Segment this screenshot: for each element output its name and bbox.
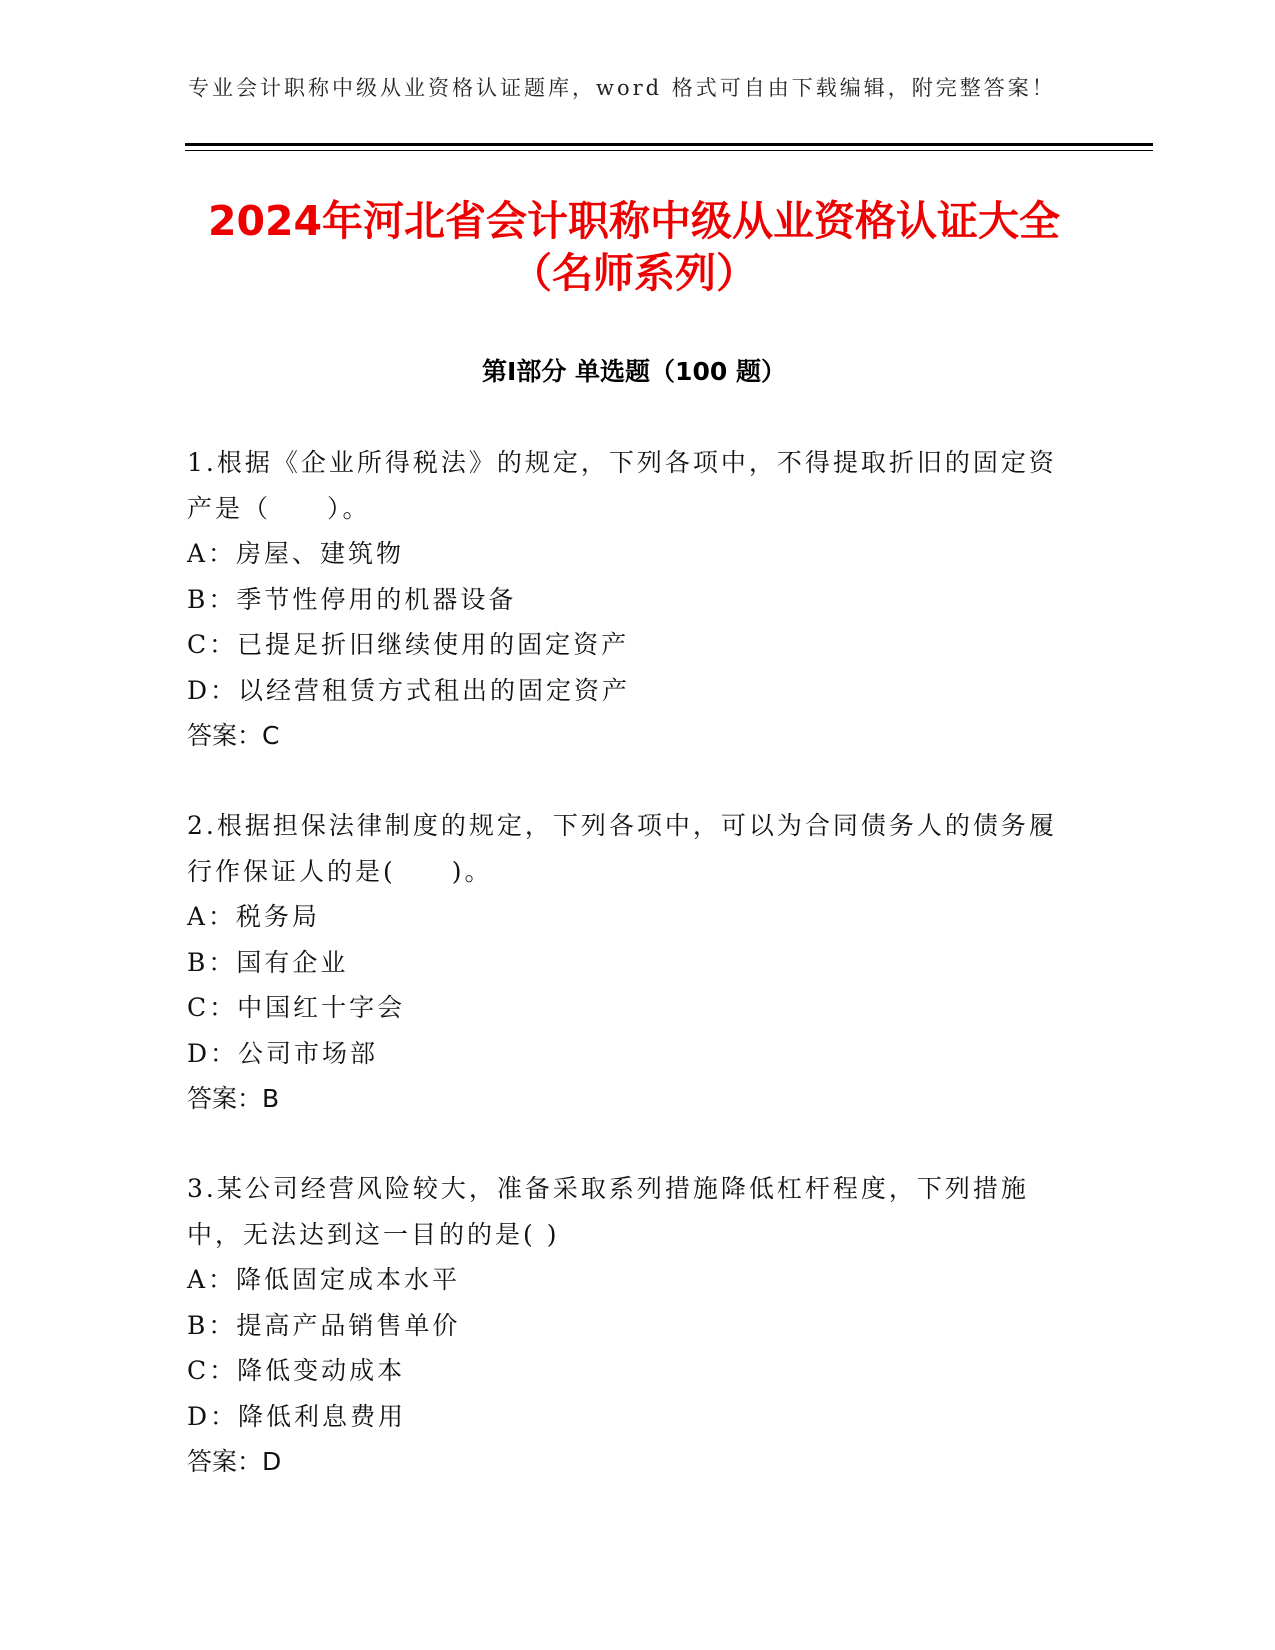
question-3 [187,1166,1067,1485]
header-divider-thin [185,150,1153,151]
question-stem: 2.根据担保法律制度的规定，下列各项中，可以为合同债务人的债务履行作保证人的是( )。 [187,811,1057,886]
header-divider-thick [185,143,1153,146]
section-title: 第Ⅰ部分 单选题（100 题） [482,357,786,386]
question-stem: 3.某公司经营风险较大，准备采取系列措施降低杠杆程度，下列措施中，无法达到这一目的的是( ) [187,1174,1029,1249]
option-c: C：中国红十字会 [187,993,406,1022]
page-header: 专业会计职称中级从业资格认证题库，word 格式可自由下载编辑，附完整答案！ [188,76,1056,100]
question-2 [187,803,1067,1122]
option-a: A：税务局 [187,902,321,931]
option-c: C：已提足折旧继续使用的固定资产 [187,630,630,659]
option-d: D：以经营租赁方式租出的固定资产 [187,675,631,705]
question-1 [187,440,1067,759]
answer: 答案：D [187,1447,282,1476]
option-b: B：季节性停用的机器设备 [187,584,517,614]
option-a: A：降低固定成本水平 [187,1265,461,1294]
option-a: A：房屋、建筑物 [187,539,405,568]
answer: 答案：C [187,721,280,750]
document-title: 2024年河北省会计职称中级从业资格认证大全（名师系列） [207,197,1061,297]
option-d: D：公司市场部 [187,1038,379,1068]
question-stem: 1.根据《企业所得税法》的规定，下列各项中，不得提取折旧的固定资产是（ ）。 [187,448,1057,523]
option-b: B：国有企业 [187,947,349,977]
option-c: C：降低变动成本 [187,1356,406,1385]
answer: 答案：B [187,1084,280,1113]
option-d: D：降低利息费用 [187,1401,407,1431]
option-b: B：提高产品销售单价 [187,1310,461,1340]
